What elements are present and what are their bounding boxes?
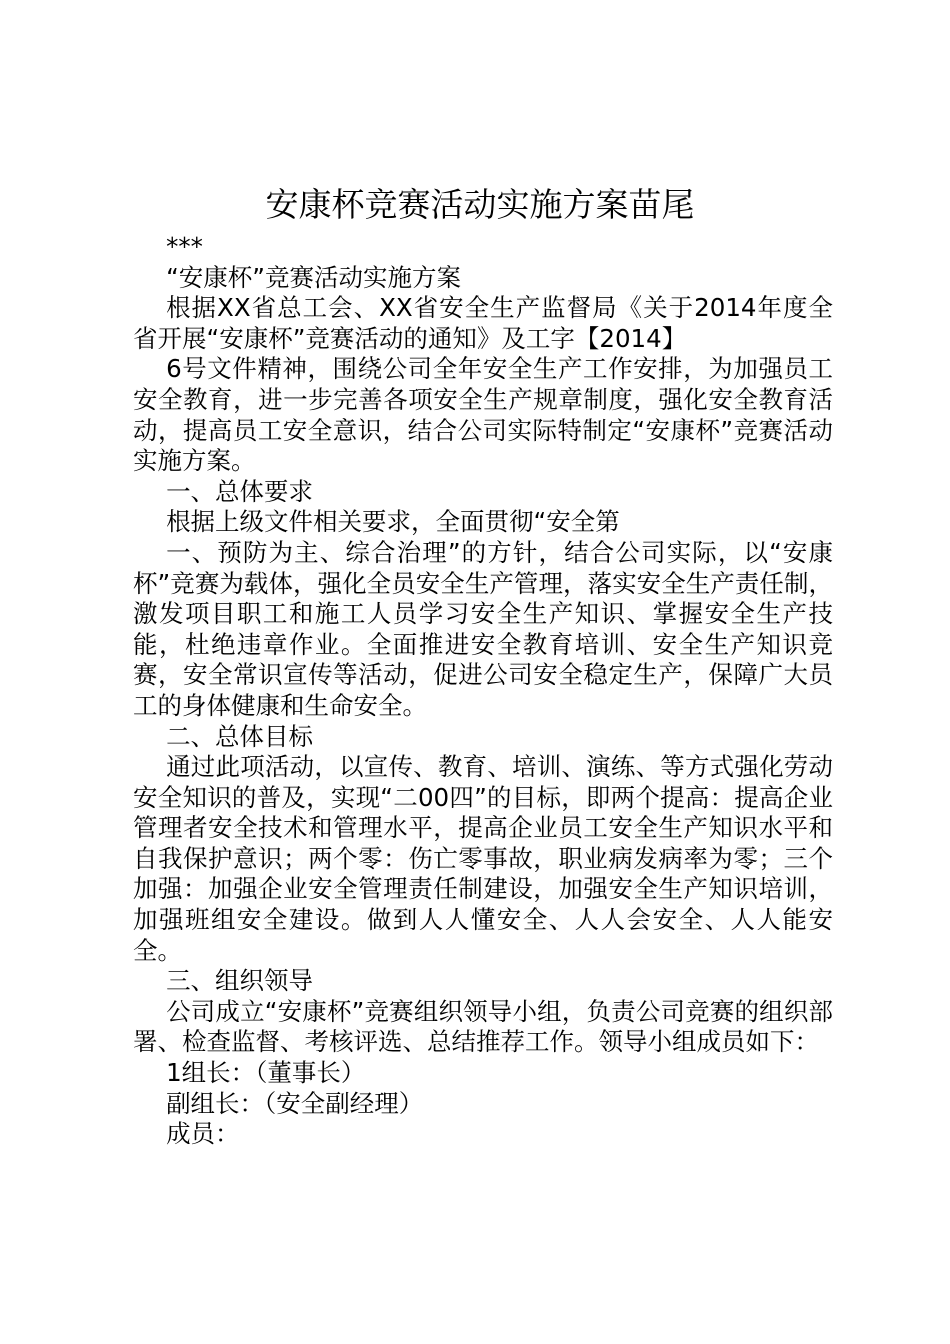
section-heading: 二、总体目标 — [166, 721, 314, 751]
subtitle: “安康杯”竞赛活动实施方案 — [166, 262, 461, 292]
paragraph: 根据XX省总工会、XX省安全生产监督局《关于2014年度全省开展“安康杯”竞赛活动的通知》及工字【2014】 — [133, 293, 833, 353]
paragraph: 根据上级文件相关要求，全面贯彻“安全第 — [166, 507, 620, 537]
paragraph: 公司成立“安康杯”竞赛组织领导小组，负责公司竞赛的组织部署、检查监督、考核评选、总结推荐工作。领导小组成员如下： — [133, 996, 833, 1057]
section-heading: 一、总体要求 — [166, 476, 314, 506]
paragraph: 一、预防为主、综合治理”的方针，结合公司实际，以“安康杯”竞赛为载体，强化全员安全生产管理，落实安全生产责任制，激发项目职工和施工人员学习安全生产知识、掌握安全生产技能，杜绝违章作业。全面推进安全教育培训、安全生产知识竞赛，安全常识宣传等活动，促进公司安全稳定生产，保障广大员工的身体健康和生命安全。 — [133, 537, 833, 720]
list-item: 副组长：（安全副经理） — [166, 1088, 424, 1118]
document-body — [133, 232, 833, 1150]
paragraph: 6号文件精神，围绕公司全年安全生产工作安排，为加强员工安全教育，进一步完善各项安全生产规章制度，强化安全教育活动，提高员工安全意识，结合公司实际特制定“安康杯”竞赛活动实施方案。 — [133, 354, 833, 476]
separator-asterisks: *** — [166, 232, 203, 261]
paragraph: 通过此项活动，以宣传、教育、培训、演练、等方式强化劳动安全知识的普及，实现“二00四”的目标，即两个提高：提高企业管理者安全技术和管理水平，提高企业员工安全生产知识水平和自我保护意识；两个零：伤亡零事故，职业病发病率为零；三个加强：加强企业安全管理责任制建设，加强安全生产知识培训，加强班组安全建设。做到人人懂安全、人人会安全、人人能安全。 — [133, 752, 833, 965]
list-item: 1组长：（董事长） — [166, 1058, 366, 1088]
document-title: 安康杯竞赛活动实施方案苗尾 — [265, 185, 695, 224]
section-heading: 三、组织领导 — [166, 966, 314, 996]
list-item: 成员： — [166, 1119, 240, 1149]
